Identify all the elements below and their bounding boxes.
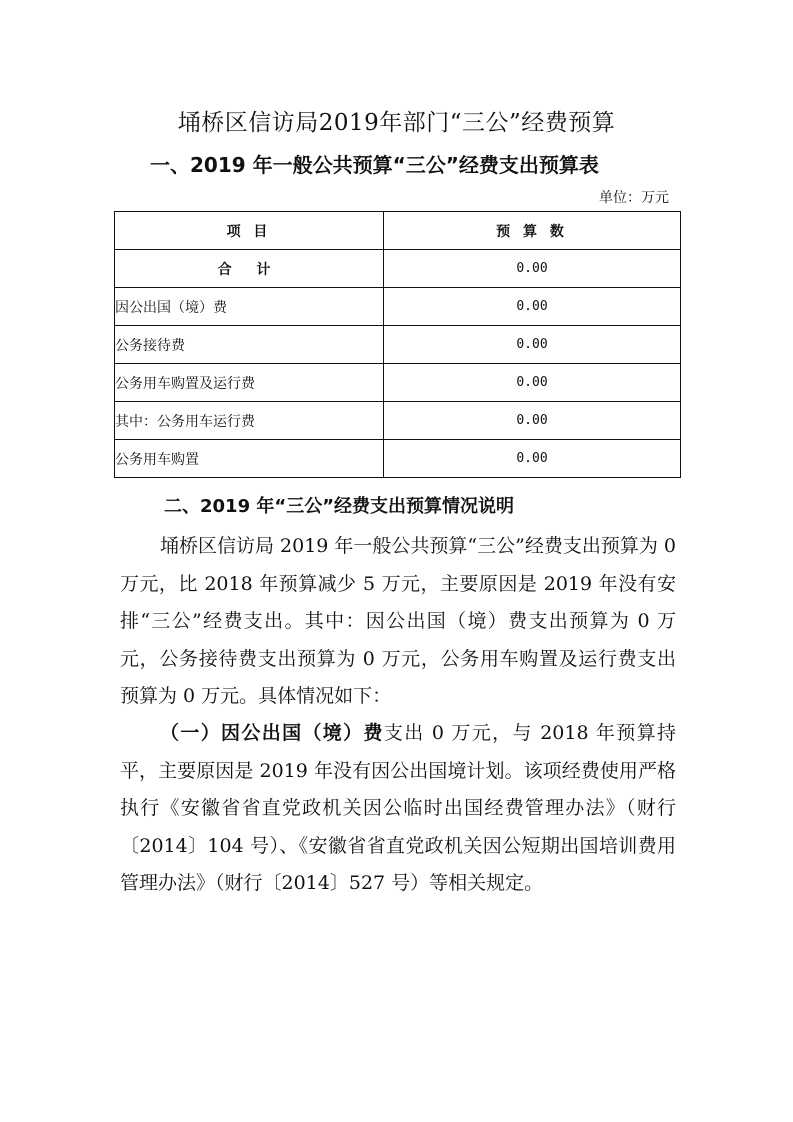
unit-label: 单位：万元 (599, 190, 669, 206)
row-value-total: 0.00 (384, 250, 681, 288)
section1-heading: 一、2019 年一般公共预算“三公”经费支出预算表 (150, 153, 599, 177)
table-row (115, 326, 681, 364)
table-header-row (115, 212, 681, 250)
table-row (115, 364, 681, 402)
section2-heading: 二、2019 年“三公”经费支出预算情况说明 (164, 496, 515, 517)
row-label-vehicle-purchase: 公务用车购置 (115, 440, 384, 478)
row-value-vehicle-purchase: 0.00 (384, 440, 681, 478)
paragraph-overseas (120, 715, 676, 903)
paragraph-overseas-body: 支出 0 万元，与 2018 年预算持平，主要原因是 2019 年没有因公出国境计划。该项经费使用严格执行《安徽省省直党政机关因公临时出国经费管理办法》（财行〔2014〕104 号）、《安徽省省直党政机关因公短期出国培训费用管理办法》（财行〔2014〕527 号）等相关规定。 (120, 722, 676, 894)
row-value-vehicle-operation: 0.00 (384, 402, 681, 440)
paragraph-overseas-lead: （一）因公出国（境）费 (160, 722, 384, 744)
row-value-vehicle: 0.00 (384, 364, 681, 402)
budget-table (114, 211, 681, 478)
table-row (115, 250, 681, 288)
row-label-reception: 公务接待费 (115, 326, 384, 364)
header-amount: 预 算 数 (384, 212, 681, 250)
header-item: 项 目 (115, 212, 384, 250)
row-value-reception: 0.00 (384, 326, 681, 364)
row-value-overseas: 0.00 (384, 288, 681, 326)
paragraph-summary: 埇桥区信访局 2019 年一般公共预算“三公”经费支出预算为 0 万元，比 2018 年预算减少 5 万元，主要原因是 2019 年没有安排“三公”经费支出。其中：因公出国（境）费支出预算为 0 万元，公务接待费支出预算为 0 万元，公务用车购置及运行费支出预算为 0 万元。具体情况如下： (120, 535, 676, 707)
document-title: 埇桥区信访局2019年部门“三公”经费预算 (177, 110, 616, 136)
row-label-vehicle: 公务用车购置及运行费 (115, 364, 384, 402)
row-label-overseas: 因公出国（境）费 (115, 288, 384, 326)
table-row (115, 440, 681, 478)
table-row (115, 402, 681, 440)
table-row (115, 288, 681, 326)
row-label-vehicle-operation: 其中：公务用车运行费 (115, 402, 384, 440)
row-label-total: 合 计 (115, 250, 384, 288)
